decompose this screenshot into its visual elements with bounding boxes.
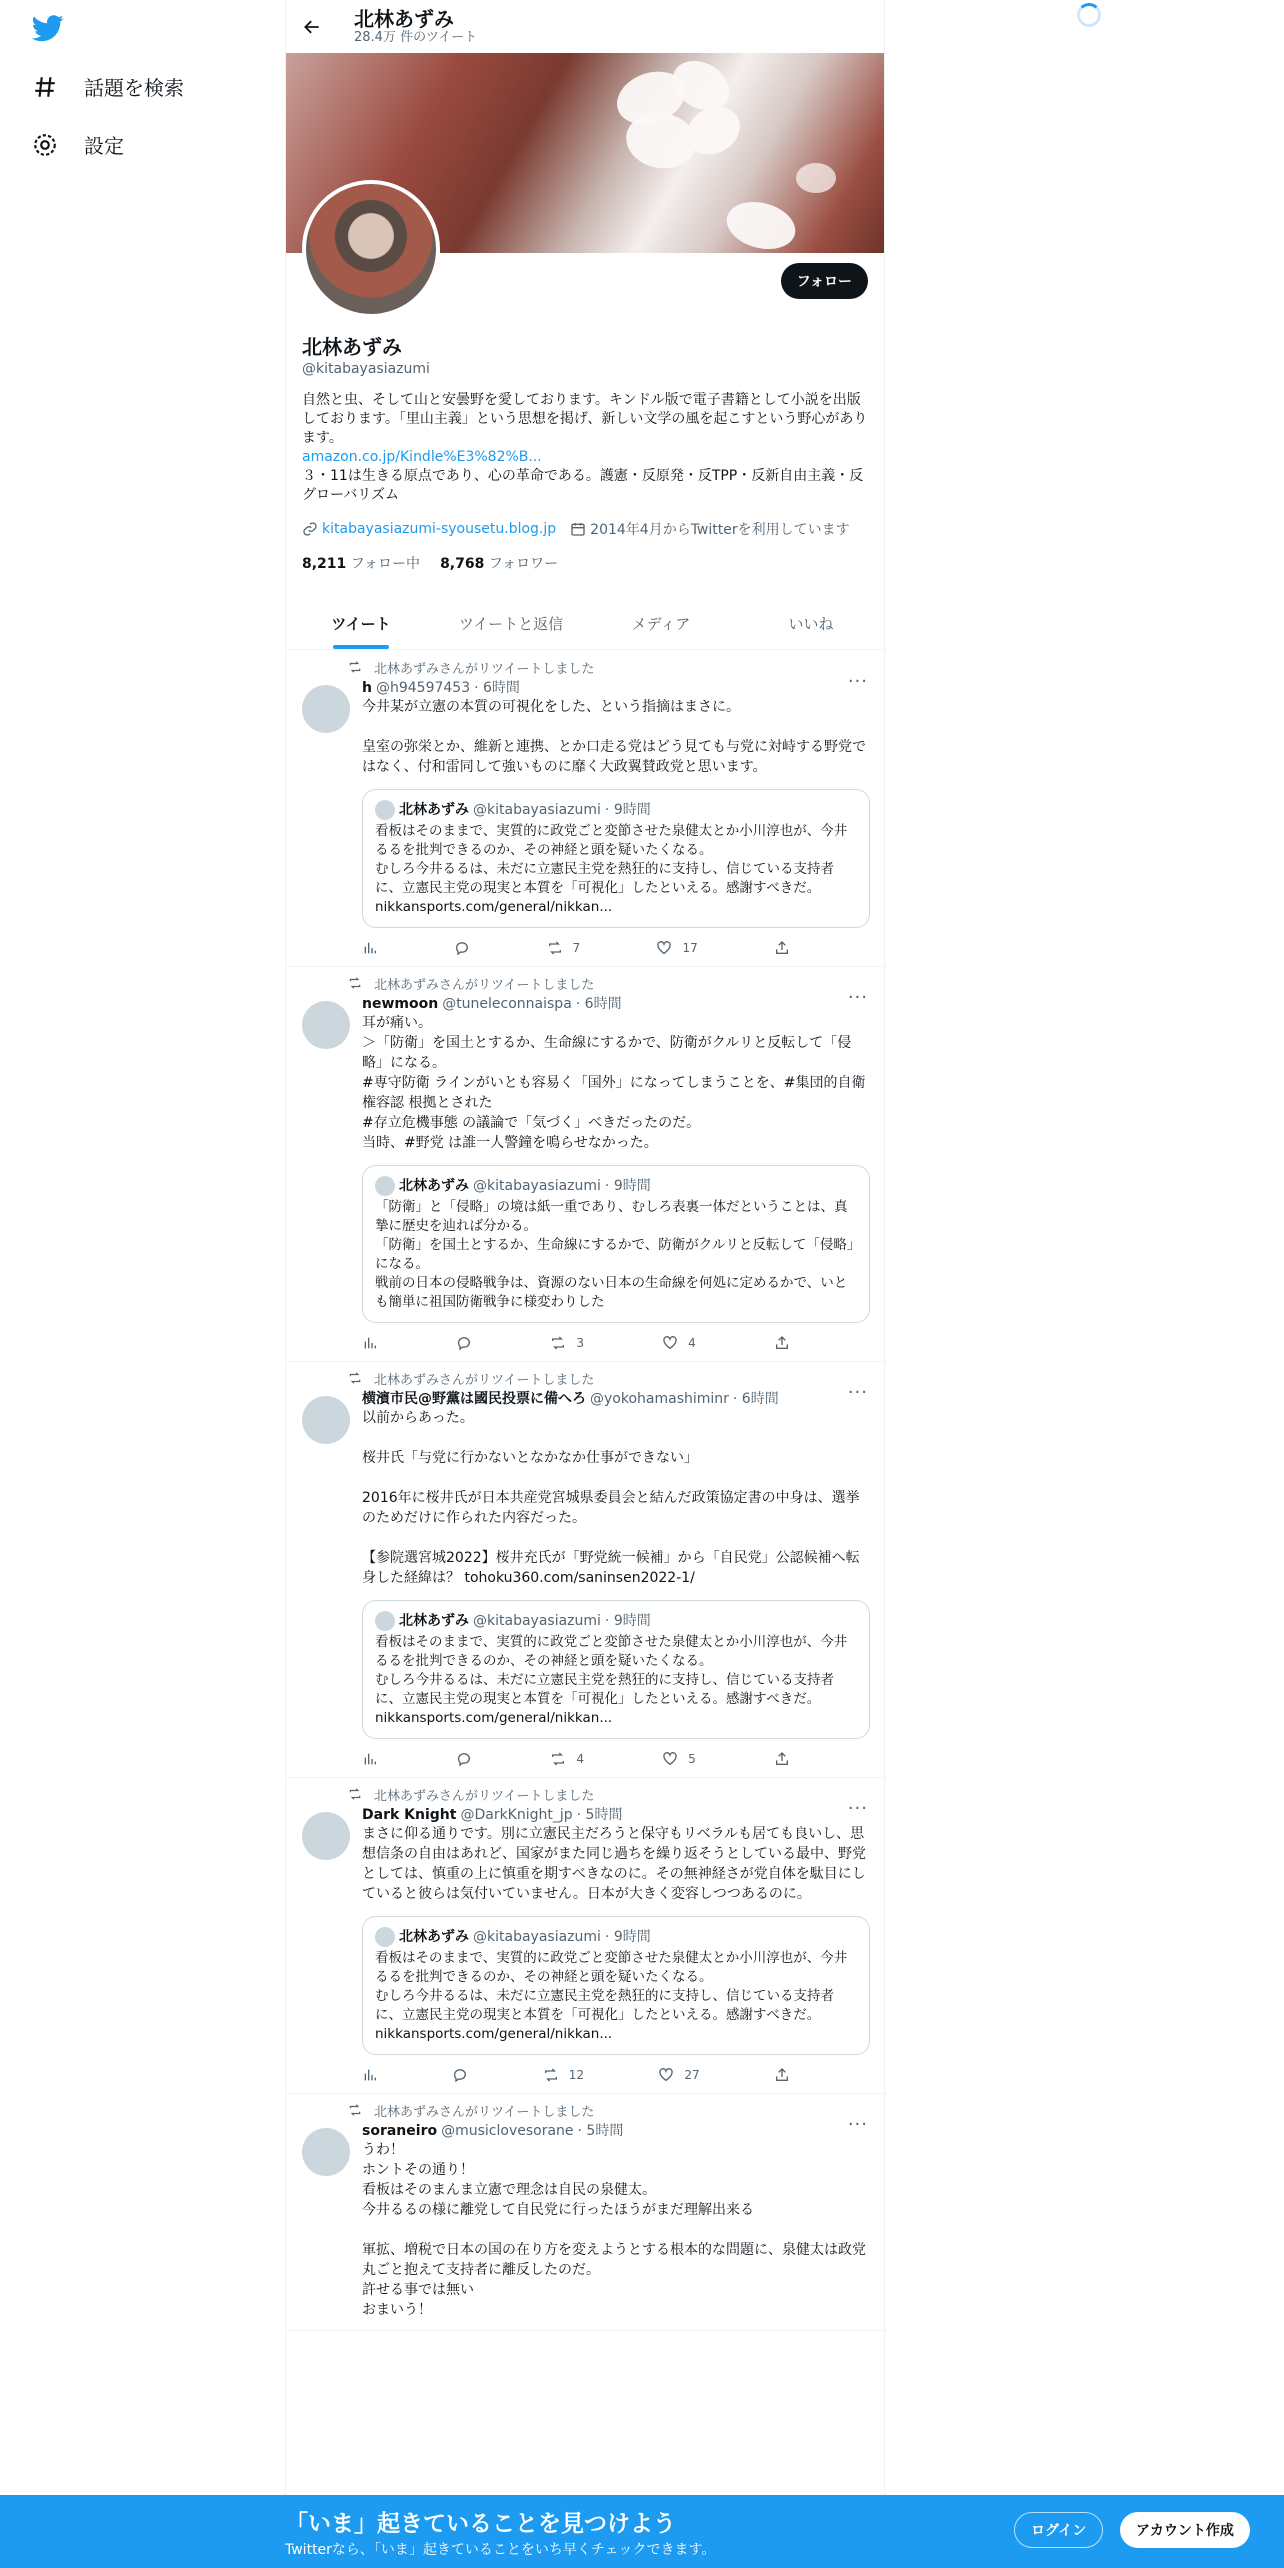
author-name[interactable]: h: [362, 680, 372, 696]
analytics-button[interactable]: [362, 2067, 378, 2083]
quoted-tweet-time: · 9時間: [604, 1612, 651, 1629]
analytics-icon: [362, 1751, 378, 1767]
signup-button[interactable]: アカウント作成: [1120, 2512, 1250, 2548]
share-icon: [774, 940, 790, 956]
quoted-author-name: 北林あずみ: [399, 801, 469, 818]
tweet-text: 耳が痛い。 ＞「防衛」を国土とするか、生命線にするかで、防衛がクルリと反転して「侵略」になる。 #専守防衛 ラインがいとも容易く「国外」になってしまうことを、#集団的自衛権容認 根拠とされた #存立危機事態 の議論で「気づく」べきだったのだ。 当時、#野党 は誰一人警鐘を鳴らせなかった。: [362, 1015, 866, 1151]
quoted-tweet-time: · 9時間: [604, 1177, 651, 1194]
tweet-text: まさに仰る通りです。別に立憲民主だろうと保守もリベラルも居ても良いし、思想信条の自由はあれど、国家がまた同じ過ちを繰り返そうとしている最中、野党としては、慎重の上に慎重を期すべきなのに。その無神経さが党自体を駄目にしていると彼らは気付いていません。日本が大きく変容しつつあるのに。: [362, 1826, 866, 1902]
tweet-time[interactable]: · 6時間: [575, 996, 622, 1012]
like-count: 27: [684, 2068, 700, 2082]
loading-spinner-icon: [1077, 3, 1101, 27]
bio-text: 自然と虫、そして山と安曇野を愛しております。キンドル版で電子書籍として小説を出版しております。「里山主義」という思想を掲げ、新しい文学の風を起こすという野心があります。: [302, 392, 868, 446]
twitter-logo-icon[interactable]: [32, 12, 64, 44]
retweet-count: 3: [576, 1336, 584, 1350]
profile-tabs: [286, 597, 886, 650]
tweet-time[interactable]: · 5時間: [576, 1807, 623, 1823]
tweet-time[interactable]: · 6時間: [474, 680, 520, 696]
reply-icon: [456, 1751, 472, 1767]
gear-icon: [32, 132, 58, 158]
avatar[interactable]: [302, 1396, 350, 1444]
retweet-icon: [547, 940, 563, 956]
joined-date: 2014年4月からTwitterを利用しています: [590, 522, 850, 538]
avatar: [375, 1927, 395, 1947]
tweet-header: [362, 679, 870, 697]
author-handle[interactable]: @DarkKnight_jp: [460, 1807, 573, 1823]
following-count: 8,211: [302, 556, 347, 572]
reply-icon: [456, 1335, 472, 1351]
website-link[interactable]: kitabayasiazumi-syousetu.blog.jp: [322, 521, 557, 537]
header-title: 北林あずみ: [354, 6, 454, 31]
author-handle[interactable]: @tuneleconnaispa: [442, 996, 572, 1012]
profile-avatar[interactable]: [302, 180, 440, 318]
following-label: フォロー中: [350, 556, 421, 572]
analytics-button[interactable]: [362, 1335, 378, 1351]
avatar: [375, 800, 395, 820]
quoted-author-handle: @kitabayasiazumi: [473, 1612, 601, 1629]
tweet[interactable]: [286, 1778, 886, 2094]
author-handle[interactable]: @musiclovesorane: [441, 2123, 574, 2139]
like-button[interactable]: [662, 1751, 696, 1767]
nav-explore[interactable]: [32, 72, 184, 101]
followers-count: 8,768: [440, 556, 485, 572]
quoted-author-handle: @kitabayasiazumi: [473, 1928, 601, 1945]
tweet-header: [362, 995, 870, 1013]
retweet-count: 7: [572, 941, 581, 955]
author-name[interactable]: 横濱市民@野黨は國民投票に備へろ: [362, 1391, 586, 1407]
quoted-author-handle: @kitabayasiazumi: [473, 801, 601, 818]
bio-link[interactable]: amazon.co.jp/Kindle%E3%82%B...: [302, 449, 542, 465]
retweet-context: [302, 2102, 870, 2118]
more-options-icon[interactable]: ···: [847, 1382, 868, 1403]
quoted-tweet[interactable]: [362, 1916, 870, 2055]
heart-icon: [662, 1335, 678, 1351]
like-button[interactable]: [658, 2067, 699, 2083]
more-options-icon[interactable]: ···: [847, 671, 868, 692]
more-options-icon[interactable]: ···: [847, 1798, 868, 1819]
tweet[interactable]: [286, 651, 886, 967]
reply-icon: [452, 2067, 468, 2083]
profile-name: 北林あずみ: [302, 335, 402, 359]
author-name[interactable]: Dark Knight: [362, 1807, 457, 1823]
signup-banner: [0, 2495, 1284, 2568]
like-count: 5: [688, 1752, 696, 1766]
profile-bio: [302, 391, 870, 505]
website-item[interactable]: [302, 521, 556, 537]
tab-tweets[interactable]: ツイート: [286, 597, 436, 649]
like-button[interactable]: [662, 1335, 696, 1351]
tweet-time[interactable]: · 6時間: [732, 1391, 779, 1407]
tweet[interactable]: [286, 1362, 886, 1778]
quoted-tweet-header: [375, 1927, 857, 1947]
quoted-author-handle: @kitabayasiazumi: [473, 1177, 601, 1194]
retweet-context: [302, 659, 870, 675]
tweet-actions: [362, 1751, 870, 1767]
retweet-context-label: 北林あずみさんがリツイートしました: [374, 1372, 595, 1388]
reply-button[interactable]: [456, 1335, 472, 1351]
share-button[interactable]: [774, 1335, 790, 1351]
bio-text-2: ３・11は生きる原点であり、心の革命である。護憲・反原発・反TPP・反新自由主義・反グローバリズム: [302, 468, 864, 503]
hashtag-icon: [32, 74, 58, 100]
followers-stat[interactable]: [440, 553, 558, 573]
analytics-icon: [362, 1335, 378, 1351]
share-button[interactable]: [774, 1751, 790, 1767]
signup-banner-title: 「いま」起きていることを見つけよう: [285, 2511, 676, 2537]
avatar[interactable]: [302, 1812, 350, 1860]
author-name[interactable]: soraneiro: [362, 2123, 438, 2139]
tweet-actions: [362, 2067, 870, 2083]
retweet-icon: [348, 1371, 362, 1385]
joined-item: [570, 519, 849, 539]
quoted-tweet-text: 看板はそのままで、実質的に政党ごと変節させた泉健太とか小川淳也が、今井るるを批判できるのか、その神経と頭を疑いたくなる。 むしろ今井るるは、未だに立憲民主党を熱狂的に支持し、信じている支持者に、立憲民主党の現実と本質を「可視化」したといえる。感謝すべきだ。 nikkansports.com/general/nikkan...: [375, 823, 848, 915]
quoted-tweet-text: 「防衛」と「侵略」の境は紙一重であり、むしろ表裏一体だということは、真摯に歴史を辿れば分かる。 「防衛」を国土とするか、生命線にするかで、防衛がクルリと反転して「侵略」になる。 戦前の日本の侵略戦争は、資源のない日本の生命線を何処に定めるかで、いとも簡単に祖国防衛戦争に様変わりした: [375, 1199, 854, 1310]
quoted-tweet-text: 看板はそのままで、実質的に政党ごと変節させた泉健太とか小川淳也が、今井るるを批判できるのか、その神経と頭を疑いたくなる。 むしろ今井るるは、未だに立憲民主党を熱狂的に支持し、信じている支持者に、立憲民主党の現実と本質を「可視化」したといえる。感謝すべきだ。 nikkansports.com/general/nikkan...: [375, 1950, 848, 2042]
reply-button[interactable]: [452, 2067, 468, 2083]
retweet-button[interactable]: [543, 2067, 584, 2083]
retweet-icon: [550, 1335, 566, 1351]
profile-header: [286, 0, 884, 53]
retweet-icon: [550, 1751, 566, 1767]
avatar[interactable]: [302, 2128, 350, 2176]
retweet-count: 4: [576, 1752, 584, 1766]
retweet-icon: [348, 660, 362, 674]
tweet-text: 今井某が立憲の本質の可視化をした、という指摘はまさに。 皇室の弥栄とか、維新と連携、とか口走る党はどう見ても与党に対峙する野党ではなく、付和雷同して強いものに靡く大政翼賛政党と思います。: [362, 699, 866, 775]
more-options-icon[interactable]: ···: [847, 2114, 868, 2135]
retweet-icon: [348, 2103, 362, 2117]
reply-button[interactable]: [456, 1751, 472, 1767]
link-icon: [302, 521, 318, 537]
profile-handle: @kitabayasiazumi: [302, 361, 430, 377]
reply-icon: [454, 940, 470, 956]
followers-label: フォロワー: [488, 556, 559, 572]
tab-media[interactable]: メディア: [631, 614, 691, 633]
quoted-tweet[interactable]: [362, 1165, 870, 1323]
heart-icon: [662, 1751, 678, 1767]
analytics-icon: [362, 2067, 378, 2083]
nav-explore-label: 話題を検索: [84, 76, 184, 100]
quoted-author-name: 北林あずみ: [399, 1612, 469, 1629]
avatar: [375, 1176, 395, 1196]
profile-meta: [302, 519, 870, 539]
retweet-count: 12: [568, 2068, 584, 2082]
retweet-context-label: 北林あずみさんがリツイートしました: [374, 977, 595, 993]
tweet-header: [362, 1806, 870, 1824]
retweet-icon: [348, 976, 362, 990]
avatar: [375, 1611, 395, 1631]
analytics-icon: [362, 940, 378, 956]
retweet-context: [302, 1370, 870, 1386]
quoted-tweet-time: · 9時間: [604, 1928, 651, 1945]
retweet-context: [302, 975, 870, 991]
quoted-author-name: 北林あずみ: [399, 1928, 469, 1945]
tweet-feed: [286, 651, 886, 2331]
analytics-button[interactable]: [362, 1751, 378, 1767]
quoted-tweet-header: [375, 800, 857, 820]
retweet-button[interactable]: [550, 1335, 584, 1351]
tweet-actions: [362, 940, 870, 956]
login-button[interactable]: ログイン: [1014, 2512, 1103, 2548]
retweet-context-label: 北林あずみさんがリツイートしました: [374, 1788, 595, 1804]
analytics-button[interactable]: [362, 940, 378, 956]
retweet-context-label: 北林あずみさんがリツイートしました: [374, 2104, 595, 2120]
tweet-actions: [362, 1335, 870, 1351]
tweet[interactable]: [286, 967, 886, 1362]
like-button[interactable]: [656, 940, 697, 956]
nav-settings-label: 設定: [84, 134, 124, 158]
profile-column: [285, 0, 885, 2568]
share-icon: [774, 1751, 790, 1767]
heart-icon: [656, 940, 672, 956]
tab-likes[interactable]: いいね: [788, 614, 834, 633]
tab-tweets-replies[interactable]: ツイートと返信: [458, 614, 564, 633]
reply-button[interactable]: [454, 940, 470, 956]
more-options-icon[interactable]: ···: [847, 987, 868, 1008]
follow-button[interactable]: フォロー: [781, 263, 868, 299]
follow-stats: [302, 553, 870, 573]
quoted-author-name: 北林あずみ: [399, 1177, 469, 1194]
signup-banner-subtitle: Twitterなら、「いま」起きていることをいち早くチェックできます。: [285, 2542, 716, 2558]
quoted-tweet-header: [375, 1176, 857, 1196]
back-arrow-icon[interactable]: [302, 17, 322, 37]
avatar[interactable]: [302, 1001, 350, 1049]
quoted-tweet[interactable]: [362, 1600, 870, 1739]
avatar[interactable]: [302, 685, 350, 733]
retweet-context-label: 北林あずみさんがリツイートしました: [374, 661, 595, 677]
tweet-count: 28.4万 件のツイート: [354, 29, 478, 45]
calendar-icon: [570, 521, 586, 537]
share-icon: [774, 1335, 790, 1351]
quoted-tweet-header: [375, 1611, 857, 1631]
tweet[interactable]: [286, 2094, 886, 2331]
heart-icon: [658, 2067, 674, 2083]
share-button[interactable]: [774, 2067, 790, 2083]
share-button[interactable]: [774, 940, 790, 956]
retweet-icon: [348, 1787, 362, 1801]
following-stat[interactable]: [302, 553, 420, 573]
retweet-icon: [543, 2067, 559, 2083]
tweet-text: 以前からあった。 桜井氏「与党に行かないとなかなか仕事ができない」 2016年に桜井氏が日本共産党宮城県委員会と結んだ政策協定書の中身は、選挙のためだけに作られた内容だった。 【参院選宮城2022】桜井充氏が「野党統一候補」から「自民党」公認候補へ転身した経緯は？ tohoku360.com/saninsen2022-1/: [362, 1410, 860, 1586]
tweet-text: うわ！ ホントその通り！ 看板はそのまんま立憲で理念は自民の泉健太。 今井るるの様に離党して自民党に行ったほうがまだ理解出来る 軍拡、増税で日本の国の在り方を変えようとする根本的な問題に、泉健太は政党丸ごと抱えて支持者に離反したのだ。 許せる事では無い おまいう！: [362, 2142, 866, 2318]
retweet-button[interactable]: [547, 940, 581, 956]
quoted-tweet-time: · 9時間: [604, 801, 651, 818]
quoted-tweet-text: 看板はそのままで、実質的に政党ごと変節させた泉健太とか小川淳也が、今井るるを批判できるのか、その神経と頭を疑いたくなる。 むしろ今井るるは、未だに立憲民主党を熱狂的に支持し、信じている支持者に、立憲民主党の現実と本質を「可視化」したといえる。感謝すべきだ。 nikkansports.com/general/nikkan...: [375, 1634, 848, 1726]
nav-settings[interactable]: [32, 130, 124, 159]
profile-info: [302, 335, 870, 573]
retweet-context: [302, 1786, 870, 1802]
author-handle[interactable]: @yokohamashiminr: [590, 1391, 729, 1407]
like-count: 17: [682, 941, 698, 955]
like-count: 4: [688, 1336, 696, 1350]
author-handle[interactable]: @h94597453: [375, 680, 471, 696]
tweet-header: [362, 1390, 870, 1408]
quoted-tweet[interactable]: [362, 789, 870, 928]
share-icon: [774, 2067, 790, 2083]
tweet-header: [362, 2122, 870, 2140]
tweet-time[interactable]: · 5時間: [577, 2123, 624, 2139]
author-name[interactable]: newmoon: [362, 996, 439, 1012]
retweet-button[interactable]: [550, 1751, 584, 1767]
